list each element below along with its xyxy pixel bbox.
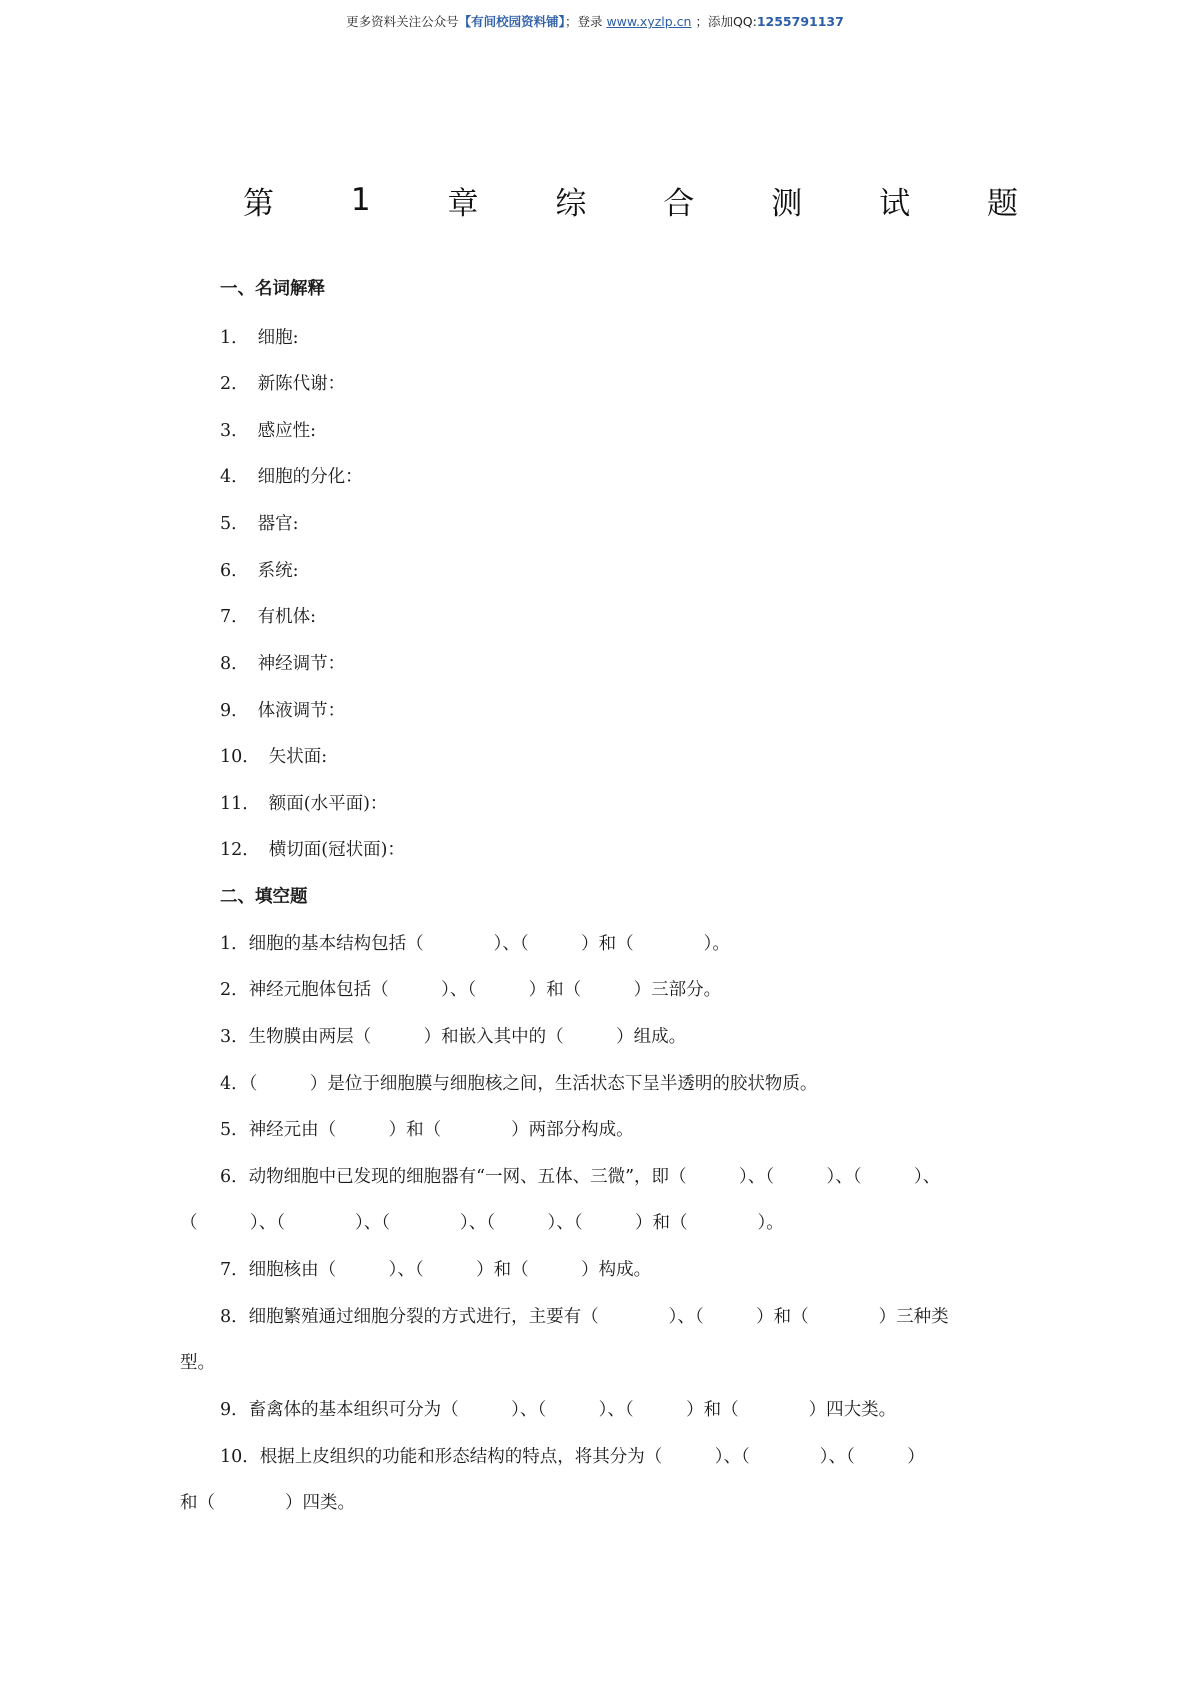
item-text: 感应性: bbox=[257, 421, 317, 441]
item-number: 6． bbox=[220, 561, 249, 581]
fill-blank-question: 4．（ ）是位于细胞膜与细胞核之间，生活状态下呈半透明的胶状物质。 bbox=[220, 1074, 818, 1094]
definition-item bbox=[220, 465, 363, 489]
fill-blank-question: 8．细胞繁殖通过细胞分裂的方式进行，主要有（ ）、（ ）和（ ）三种类 bbox=[220, 1307, 949, 1327]
item-number: 10． bbox=[220, 747, 260, 767]
title-char: 综 bbox=[555, 185, 587, 222]
item-number: 3． bbox=[220, 421, 249, 441]
definition-item bbox=[220, 699, 345, 723]
definition-item bbox=[220, 326, 299, 350]
fill-blank-question: 5．神经元由（ ）和（ ）两部分构成。 bbox=[220, 1120, 634, 1140]
item-text: 新陈代谢： bbox=[257, 374, 346, 394]
definition-item bbox=[220, 838, 405, 862]
item-number: 11． bbox=[220, 794, 260, 814]
fill-blank-question: 2．神经元胞体包括（ ）、（ ）和（ ）三部分。 bbox=[220, 980, 722, 1000]
header-qq-label: ；添加QQ: bbox=[695, 14, 757, 29]
header-site-link[interactable]: www.xyzlp.cn bbox=[606, 14, 692, 29]
item-text: 体液调节： bbox=[257, 701, 346, 721]
item-number: 2． bbox=[220, 374, 249, 394]
header-brand: 【有间校园资料铺】 bbox=[458, 14, 565, 29]
item-text: 神经调节： bbox=[257, 654, 346, 674]
page-title bbox=[243, 180, 1018, 220]
item-number: 8． bbox=[220, 654, 249, 674]
item-text: 有机体: bbox=[257, 607, 317, 627]
item-number: 4． bbox=[220, 467, 249, 487]
page-header-banner bbox=[0, 12, 1190, 30]
fill-blank-question-continued: 型。 bbox=[180, 1353, 215, 1373]
item-text: 矢状面: bbox=[268, 747, 328, 767]
section-heading-fill-blanks: 二、填空题 bbox=[220, 887, 308, 907]
definition-item bbox=[220, 792, 387, 816]
definition-item bbox=[220, 559, 299, 583]
item-text: 额面(水平面)： bbox=[268, 794, 388, 814]
title-char: 1 bbox=[350, 182, 371, 218]
item-text: 横切面(冠状面)： bbox=[268, 840, 405, 860]
fill-blank-question: 10．根据上皮组织的功能和形态结构的特点，将其分为（ ）、（ ）、（ ） bbox=[220, 1447, 925, 1467]
definition-item bbox=[220, 419, 316, 443]
fill-blank-question-continued: 和（ ）四类。 bbox=[180, 1493, 355, 1513]
definition-item bbox=[220, 512, 299, 536]
title-char: 合 bbox=[663, 185, 695, 222]
fill-blank-question: 1．细胞的基本结构包括（ ）、（ ）和（ ）。 bbox=[220, 934, 730, 954]
definition-item bbox=[220, 745, 327, 769]
title-char: 第 bbox=[243, 185, 274, 222]
fill-blank-question: 6．动物细胞中已发现的细胞器有“一网、五体、三微”，即（ ）、（ ）、（ ）、 bbox=[220, 1167, 941, 1187]
item-number: 7． bbox=[220, 607, 249, 627]
header-mid: ；登录 bbox=[564, 14, 603, 29]
section-heading-definitions: 一、名词解释 bbox=[220, 279, 325, 299]
definition-item bbox=[220, 372, 345, 396]
fill-blank-question: 9．畜禽体的基本组织可分为（ ）、（ ）、（ ）和（ ）四大类。 bbox=[220, 1400, 897, 1420]
item-text: 细胞的分化： bbox=[257, 467, 363, 487]
item-number: 1． bbox=[220, 328, 249, 348]
fill-blank-question: 7．细胞核由（ ）、（ ）和（ ）构成。 bbox=[220, 1260, 652, 1280]
title-char: 测 bbox=[771, 185, 803, 222]
definition-item bbox=[220, 652, 345, 676]
item-number: 9． bbox=[220, 701, 249, 721]
item-text: 细胞: bbox=[257, 328, 299, 348]
fill-blank-question-continued: （ ）、（ ）、（ ）、（ ）、（ ）和（ ）。 bbox=[180, 1213, 784, 1233]
fill-blank-question: 3．生物膜由两层（ ）和嵌入其中的（ ）组成。 bbox=[220, 1027, 687, 1047]
item-text: 器官: bbox=[257, 514, 299, 534]
item-text: 系统: bbox=[257, 561, 299, 581]
header-qq-number: 1255791137 bbox=[756, 14, 844, 29]
title-char: 题 bbox=[986, 185, 1018, 222]
item-number: 5． bbox=[220, 514, 249, 534]
definition-item bbox=[220, 605, 316, 629]
header-prefix: 更多资料关注公众号 bbox=[346, 14, 459, 29]
item-number: 12． bbox=[220, 840, 260, 860]
title-char: 章 bbox=[447, 185, 479, 222]
title-char: 试 bbox=[879, 185, 911, 222]
